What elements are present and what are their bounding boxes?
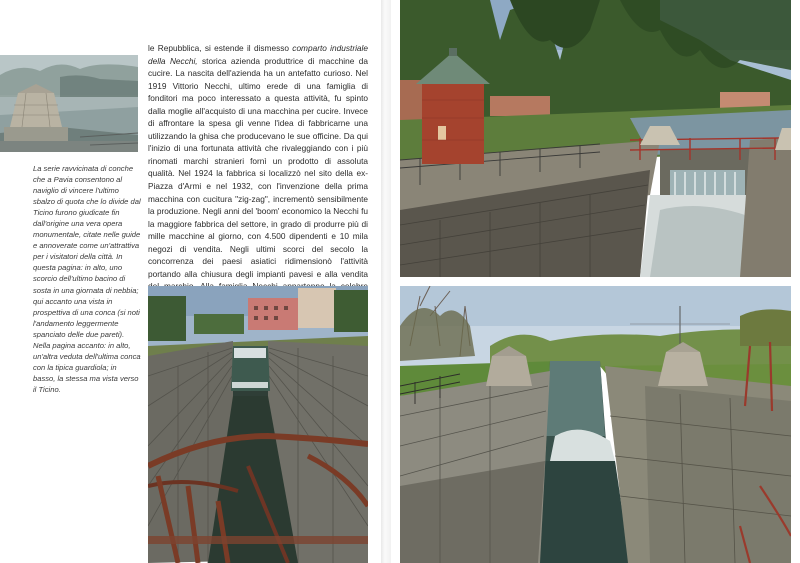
photo-caption: La serie ravvicinata di conche che a Pavia consentono al naviglio di vincere l'ultimo sbalzo di quota che lo divide dal Ticino furono giudicate fin dall'origine una vera opera monumentale, citate nelle guide e annoverate come un'attrattiva per i visitatori della città. In questa pagina: in alto, uno scorcio dell'ultimo bacino di sosta in una giornata di nebbia; qui accanto una vista in prospettiva di una conca (si noti l'andamento leggermente spanciato delle due pareti). Nella pagina accanto: in alto, un'altra veduta dell'ultima conca con la tipica guardiola; in basso, la stessa ma vista verso il Ticino. — [33, 164, 141, 394]
article-body — [148, 42, 368, 305]
article-text-italic: comparto industriale della Necchi, — [148, 43, 368, 66]
photo-lock-perspective — [148, 286, 368, 563]
photo-fog-basin — [0, 55, 138, 152]
left-page — [0, 0, 381, 563]
photo-lock-ticino — [400, 286, 791, 563]
page-gutter — [381, 0, 391, 563]
article-text-main: storica azienda produttrice di macchine da cucire. La nascita dell'azienda ha un antefatto curioso. Nel 1919 Vittorio Necchi, ultimo erede di una famiglia di fonditori ma poco interessato a questa attività, fu spinto dalla moglie all'acquisto di una macchina per cucire. Invece di affrontare la spesa gli venne l'idea di fabbricarne una utilizzando la ghisa che producevano le sue officine. Da qui l'inizio di una fortunata attività che rivaleggiando con i più rinomati marchi stranieri fornì un prodotto di assoluta qualità. Nel 1924 la fabbrica si localizzò nel sito della ex-Piazza d'Armi e nel 1932, con l'invenzione della prima macchina con cucitura "zig-zag", incrementò sensibilmente la produzione. Negli anni del 'boom' economico la Necchi fu la maggiore fabbrica del settore, in grado di produrre più di mille macchine al giorno, con 4.500 dipendenti e 10 mila negozi di vendita. Negli ultimi scorci del secolo la concorrenza dei paesi asiatici ridimensionò l'attività portando alla chiusura degli impianti pavesi e alla vendita — [148, 55, 368, 279]
article-text-intro: le Repubblica, si estende il dismesso — [148, 43, 293, 53]
right-page — [391, 0, 800, 563]
photo-lock-guardhouse — [400, 0, 791, 277]
